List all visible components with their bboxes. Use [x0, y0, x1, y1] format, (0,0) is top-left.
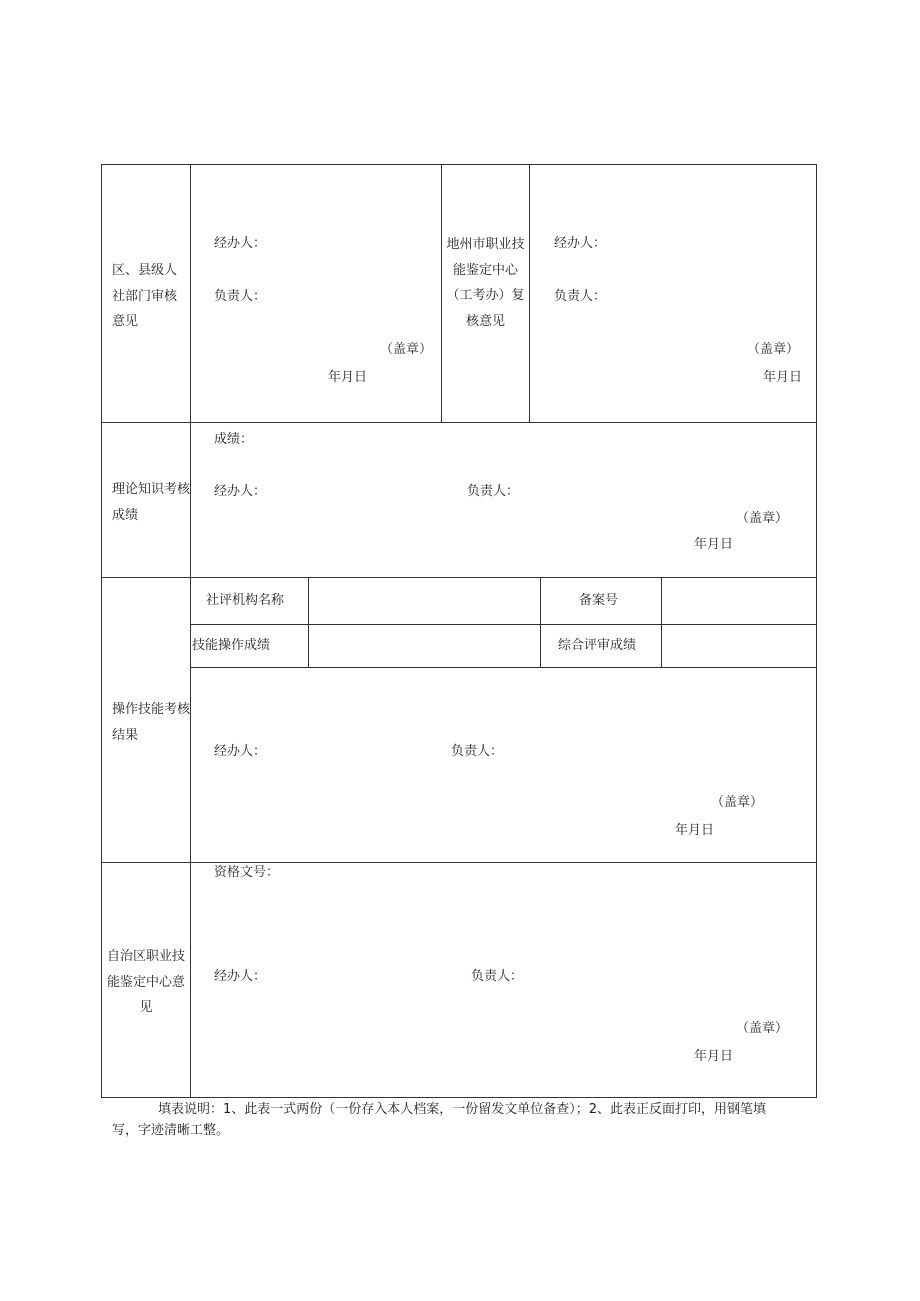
row-divider: [101, 862, 817, 863]
column-divider: [441, 164, 442, 422]
skill-date-label: 年月日: [675, 823, 715, 838]
theory-responsible-label: 负责人：: [467, 484, 520, 499]
qualification-doc-no-label: 资格文号：: [214, 865, 280, 880]
column-divider: [529, 164, 530, 422]
row-divider: [190, 667, 817, 668]
row-divider: [101, 577, 817, 578]
theory-score-label: 理论知识考核成绩: [112, 482, 191, 523]
skill-handler-label: 经办人：: [214, 744, 267, 759]
overall-score-header: 综合评审成绩: [558, 638, 637, 653]
skill-seal-label: （盖章）: [711, 795, 764, 810]
theory-seal-label: （盖章）: [736, 511, 789, 526]
column-divider: [540, 577, 541, 667]
region-center-label: 自治区职业技能鉴定中心意见: [107, 949, 186, 1015]
theory-date-label: 年月日: [694, 537, 734, 552]
skill-score-header: 技能操作成绩: [192, 638, 271, 653]
region-handler-label: 经办人：: [214, 969, 267, 984]
prefecture-review-label: 地州市职业技能鉴定中心（工考办）复核意见: [446, 237, 525, 329]
prefecture-responsible-label: 负责人：: [554, 289, 607, 304]
column-divider: [308, 577, 309, 667]
filling-instructions: 填表说明：1、此表一式两份（一份存入本人档案，一份留发文单位备查）；2、此表正反面打印，用钢笔填写，字迹清晰工整。: [112, 1102, 767, 1138]
county-responsible-label: 负责人：: [214, 289, 267, 304]
region-seal-label: （盖章）: [736, 1021, 789, 1036]
county-review-label: 区、县级人社部门审核意见: [112, 263, 178, 329]
org-name-header: 社评机构名称: [206, 593, 285, 608]
prefecture-handler-label: 经办人：: [554, 236, 607, 251]
row-divider: [190, 624, 817, 625]
column-divider: [190, 164, 191, 1098]
row-divider: [101, 422, 817, 423]
county-seal-label: （盖章）: [380, 342, 433, 357]
record-no-header: 备案号: [579, 593, 619, 608]
skill-responsible-label: 负责人：: [451, 744, 504, 759]
prefecture-date-label: 年月日: [763, 370, 803, 385]
county-handler-label: 经办人：: [214, 236, 267, 251]
county-date-label: 年月日: [328, 370, 368, 385]
skill-result-label: 操作技能考核结果: [112, 702, 191, 743]
column-divider: [661, 577, 662, 667]
theory-handler-label: 经办人：: [214, 484, 267, 499]
region-date-label: 年月日: [694, 1049, 734, 1064]
theory-score-field-label: 成绩：: [214, 432, 254, 447]
region-responsible-label: 负责人：: [471, 969, 524, 984]
prefecture-seal-label: （盖章）: [747, 342, 800, 357]
